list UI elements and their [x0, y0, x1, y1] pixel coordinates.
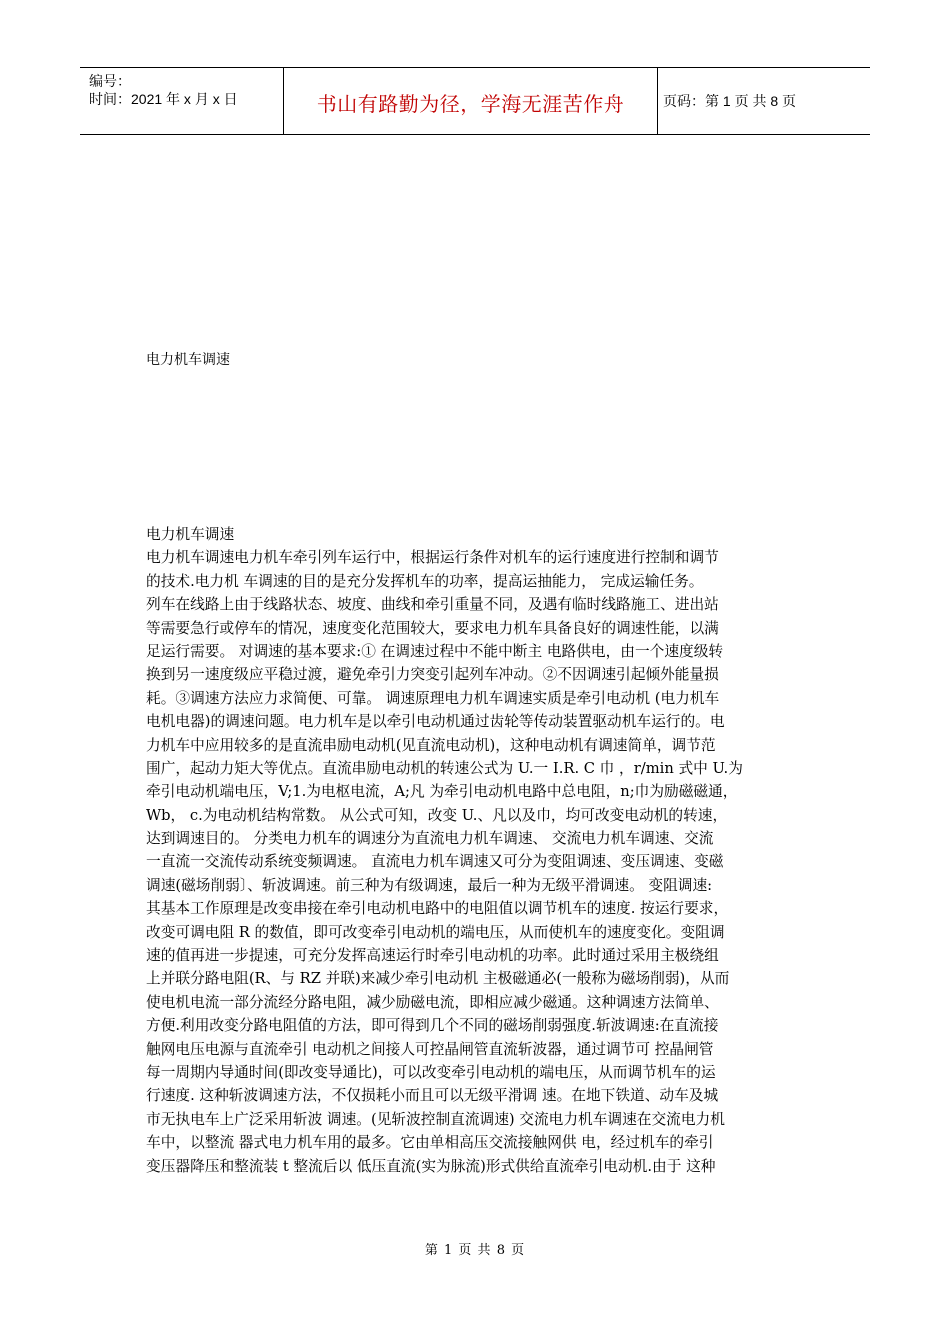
body-line: 列车在线路上由于线路状态、坡度、曲线和牵引重量不同，及遇有临时线路施工、进出站: [146, 596, 719, 614]
body-line: 换到另一速度级应平稳过渡，避免牵引力突变引起列车冲动。②不因调速引起倾外能量损: [146, 666, 719, 684]
body-line: 其基本工作原理是改变串接在牵引电动机电路中的电阻值以调节机车的速度. 按运行要求，: [146, 900, 729, 918]
body-line: 改变可调电阻 R 的数值，即可改变牵引电动机的端电压，从而使机车的速度变化。变阻调: [146, 923, 725, 941]
section-heading: 电力机车调速: [146, 526, 235, 543]
document-number-label: 编号：: [89, 73, 131, 89]
body-line: 上并联分路电阻(R、与 RZ 并联)来减少牵引电动机 主极磁通必(一般称为磁场削弱)，从而: [146, 970, 730, 988]
document-date-label: 时间：2021 年 x 月 x 日: [89, 91, 238, 107]
body-line: 的技术.电力机 车调速的目的是充分发挥机车的功率，提高运抽能力， 完成运输任务。: [146, 572, 704, 590]
body-line: 力机车中应用较多的是直流串励电动机(见直流电动机)，这种电动机有调速简单，调节范: [146, 736, 716, 754]
body-line: 电力机车调速电力机车牵引列车运行中，根据运行条件对机车的运行速度进行控制和调节: [146, 549, 719, 567]
body-line: Wb， c.为电动机结构常数。 从公式可知，改变 U.、凡以及巾，均可改变电动机的转速，: [146, 806, 728, 824]
body-line: 耗。③调速方法应力求简便、可靠。 调速原理电力机车调速实质是牵引电动机 (电力机车: [146, 689, 720, 707]
body-line: 一直流一交流传动系统变频调速。 直流电力机车调速又可分为变阻调速、变压调速、变磁: [146, 853, 724, 871]
body-line: 围广，起动力矩大等优点。直流串励电动机的转速公式为 U.一 I.R. C 巾 ，r/min 式中 U.为: [146, 759, 743, 777]
body-line: 变压器降压和整流装 t 整流后以 低压直流(实为脉流)形式供给直流牵引电动机.由于 这种: [146, 1157, 716, 1175]
body-line: 触网电压电源与直流牵引 电动机之间接人可控晶闸管直流斩波器，通过调节可 控晶闸管: [146, 1040, 714, 1058]
body-line: 方便.利用改变分路电阻值的方法，即可得到几个不同的磁场削弱强度.斩波调速:在直流接: [146, 1017, 719, 1035]
body-line: 电机电器)的调速问题。电力机车是以牵引电动机通过齿轮等传动装置驱动机车运行的。电: [146, 713, 725, 731]
header-meta: [80, 68, 283, 134]
header-motto: 书山有路勤为径，学海无涯苦作舟: [316, 91, 625, 116]
body-line: 速的值再进一步提速，可充分发挥高速运行时牵引电动机的功率。此时通过采用主极绕组: [146, 947, 719, 965]
body-line: 每一周期内导通时间(即改变导通比)，可以改变牵引电动机的端电压，从而调节机车的运: [146, 1063, 716, 1081]
body-line: 车中，以整流 器式电力机车用的最多。它由单相高压交流接触网供 电，经过机车的牵引: [146, 1134, 714, 1152]
body-line: 使电机电流一部分流经分路电阻，减少励磁电流，即相应减少磁通。这种调速方法简单、: [146, 993, 719, 1011]
body-line: 调速(磁场削弱〕、斩波调速。前三种为有级调速，最后一种为无级平滑调速。 变阻调速:: [146, 876, 713, 894]
body-line: 等需要急行或停车的情况，速度变化范围较大，要求电力机车具备良好的调速性能，以满: [146, 619, 719, 637]
header-motto-cell: [283, 68, 658, 134]
body-line: 市无执电车上广泛采用斩波 调速。(见斩波控制直流调速) 交流电力机车调速在交流电力机: [146, 1110, 725, 1128]
body-line: 行速度. 这种斩波调速方法，不仅损耗小而且可以无级平滑调 速。在地下铁道、动车及城: [146, 1087, 719, 1105]
body-line: 达到调速目的。 分类电力机车的调速分为直流电力机车调速、 交流电力机车调速、交流: [146, 830, 714, 848]
body-line: 足运行需要。 对调速的基本要求:① 在调速过程中不能中断主 电路供电，由一个速度级转: [146, 642, 724, 660]
page-footer: 第 1 页 共 8 页: [424, 1243, 526, 1258]
document-title: 电力机车调速: [146, 352, 230, 368]
header-table: [80, 67, 870, 135]
document-body: [146, 523, 814, 1178]
body-line: 牵引电动机端电压，V;1.为电枢电流，A;凡 为牵引电动机电路中总电阻，n;巾为励磁磁通，: [146, 783, 738, 801]
header-page-cell: [658, 68, 870, 134]
header-page-number: 页码：第 1 页 共 8 页: [663, 93, 797, 109]
